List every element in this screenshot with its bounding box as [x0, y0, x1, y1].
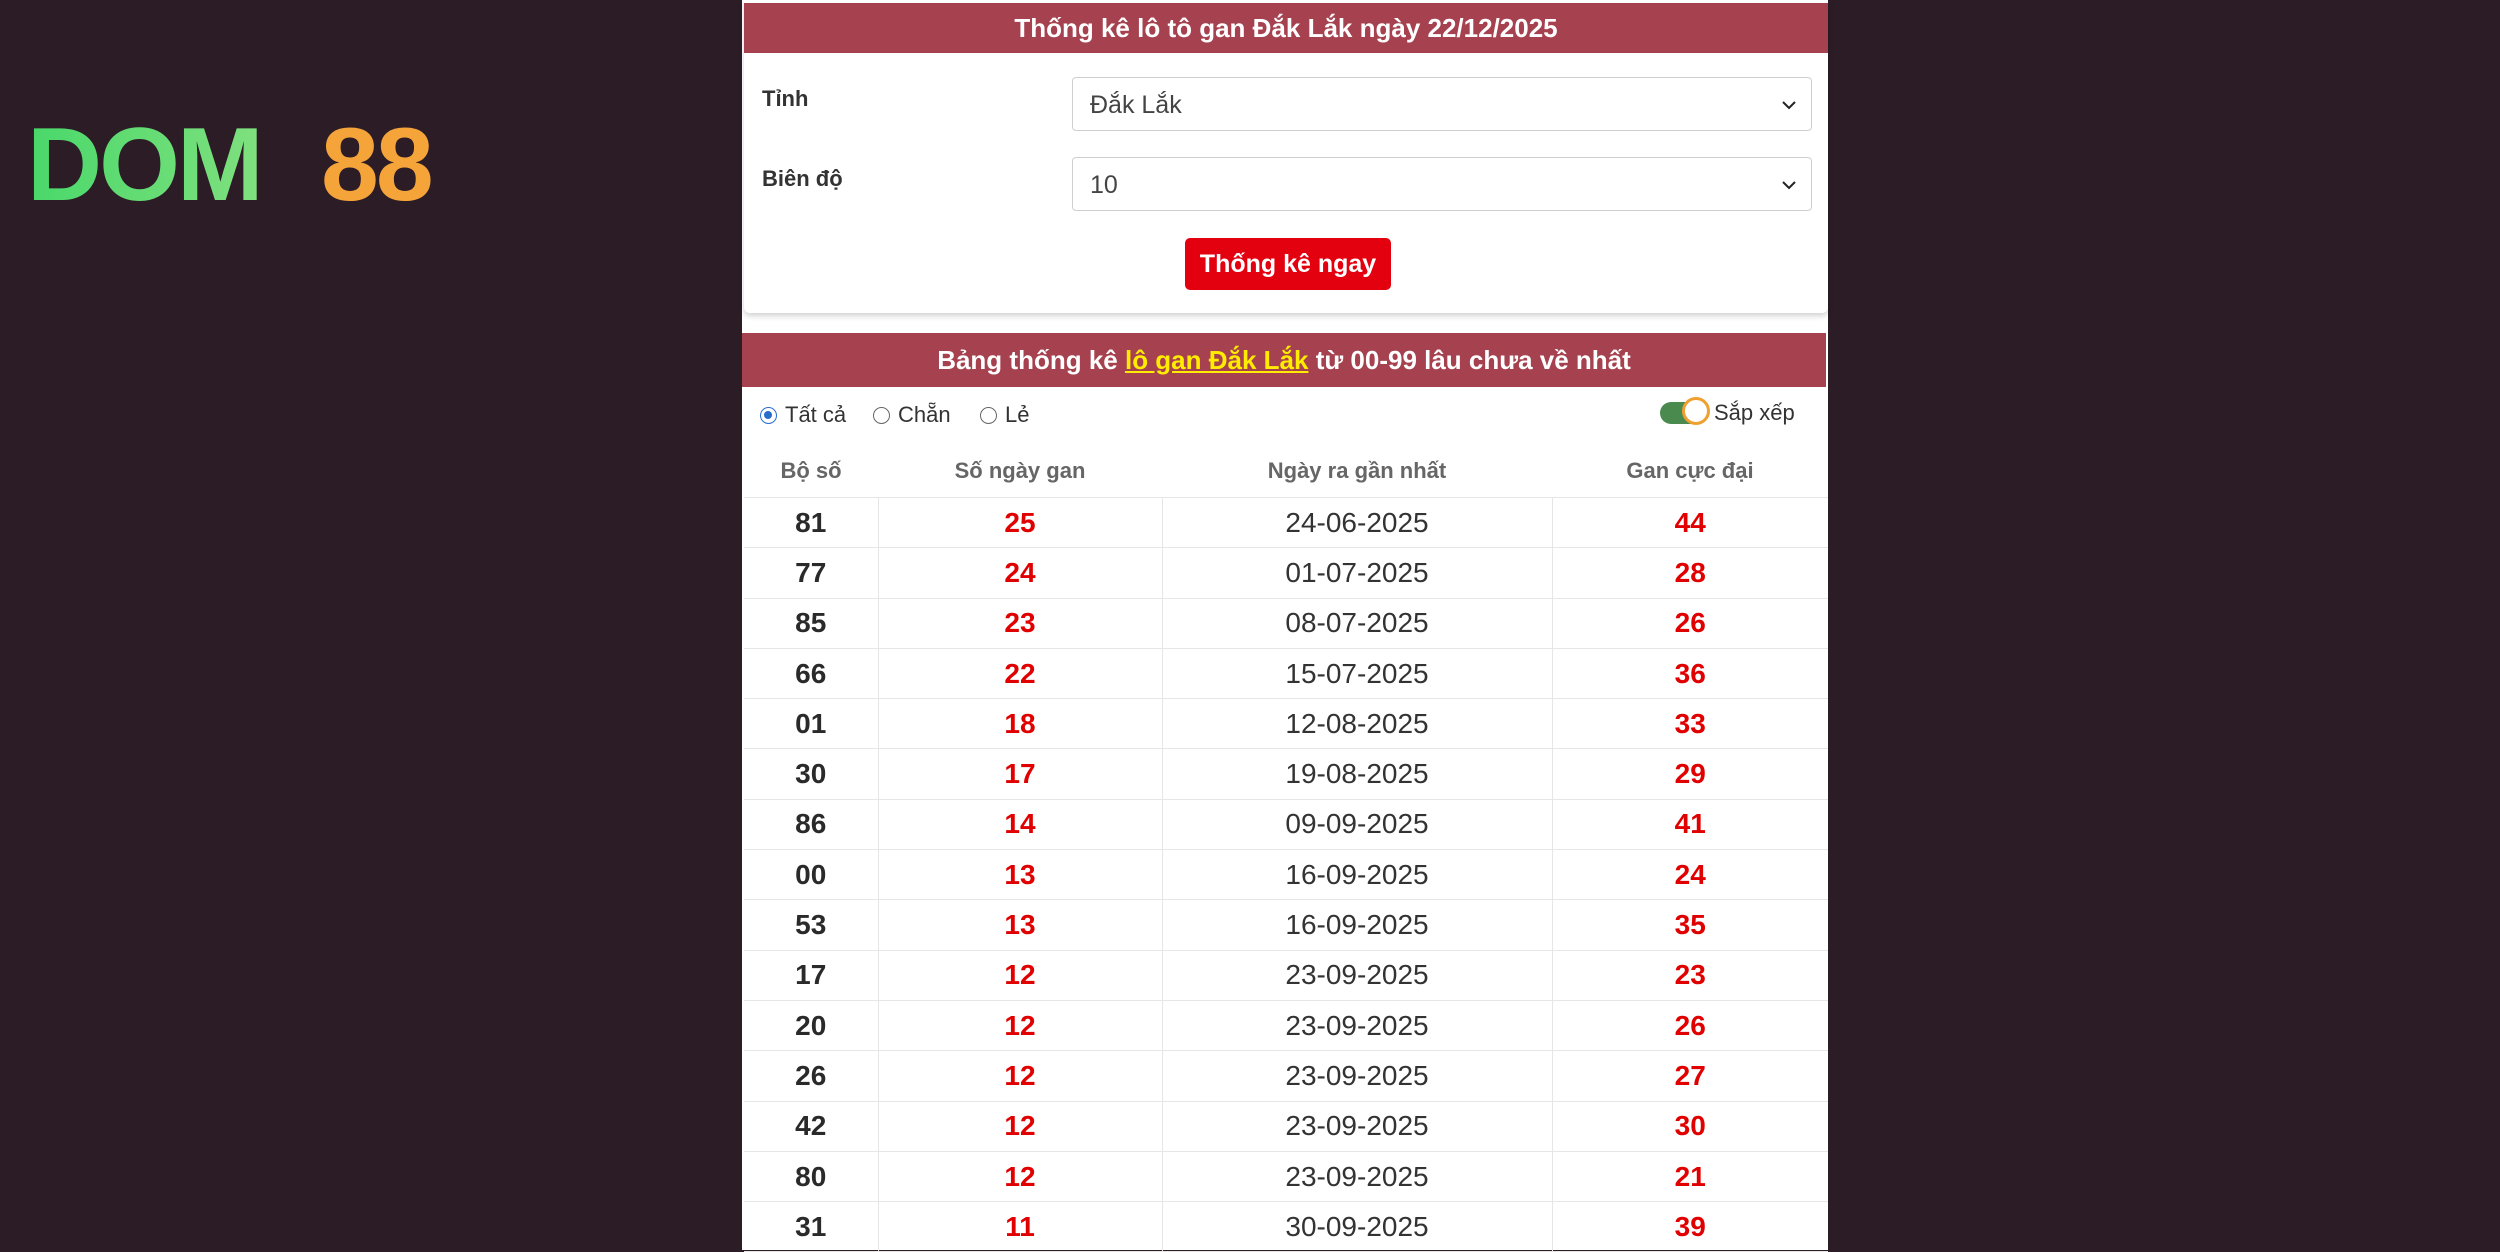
form-title: Thống kê lô tô gan Đắk Lắk ngày 22/12/2025 [744, 3, 1828, 53]
filter-all-label: Tất cả [785, 402, 847, 427]
last-date-cell: 16-09-2025 [1162, 850, 1552, 900]
radio-unchecked-icon [980, 407, 997, 424]
sort-toggle[interactable] [1660, 400, 1795, 426]
last-date-cell: 08-07-2025 [1162, 598, 1552, 648]
number-cell: 53 [744, 900, 878, 950]
gan-days-cell: 13 [878, 900, 1162, 950]
filter-bar [742, 390, 1828, 440]
last-date-cell: 30-09-2025 [1162, 1202, 1552, 1252]
table-row [744, 1051, 1828, 1101]
max-gan-cell: 36 [1552, 648, 1828, 698]
table-row [744, 548, 1828, 598]
number-cell: 42 [744, 1101, 878, 1151]
table-row [744, 749, 1828, 799]
chevron-down-icon [1781, 178, 1797, 192]
gan-days-cell: 14 [878, 799, 1162, 849]
table-row [744, 1202, 1828, 1252]
number-cell: 00 [744, 850, 878, 900]
toggle-switch-icon [1660, 402, 1706, 424]
number-cell: 81 [744, 498, 878, 548]
table-title-link[interactable]: lô gan Đắk Lắk [1124, 345, 1309, 375]
filter-odd-radio[interactable] [980, 402, 1029, 428]
max-gan-cell: 28 [1552, 548, 1828, 598]
max-gan-cell: 23 [1552, 950, 1828, 1000]
max-gan-cell: 35 [1552, 900, 1828, 950]
max-gan-cell: 44 [1552, 498, 1828, 548]
gan-days-cell: 24 [878, 548, 1162, 598]
last-date-cell: 23-09-2025 [1162, 1151, 1552, 1201]
max-gan-cell: 41 [1552, 799, 1828, 849]
number-cell: 17 [744, 950, 878, 1000]
province-select[interactable] [1072, 77, 1812, 131]
radio-unchecked-icon [873, 407, 890, 424]
last-date-cell: 09-09-2025 [1162, 799, 1552, 849]
chevron-down-icon [1781, 98, 1797, 112]
number-cell: 77 [744, 548, 878, 598]
table-title-suffix: từ 00-99 lâu chưa về nhất [1308, 345, 1631, 375]
last-date-cell: 24-06-2025 [1162, 498, 1552, 548]
stats-table [744, 445, 1828, 1252]
last-date-cell: 19-08-2025 [1162, 749, 1552, 799]
gan-days-cell: 18 [878, 699, 1162, 749]
max-gan-cell: 30 [1552, 1101, 1828, 1151]
province-value: Đắk Lắk [1090, 91, 1182, 119]
gan-days-cell: 12 [878, 1101, 1162, 1151]
table-title-prefix: Bảng thống kê [937, 345, 1125, 375]
table-row [744, 1151, 1828, 1201]
number-cell: 20 [744, 1000, 878, 1050]
gan-days-cell: 17 [878, 749, 1162, 799]
column-header: Bộ số [744, 445, 878, 498]
table-row [744, 1101, 1828, 1151]
dom88-logo [27, 120, 457, 210]
gan-days-cell: 13 [878, 850, 1162, 900]
table-row [744, 850, 1828, 900]
table-row [744, 498, 1828, 548]
max-gan-cell: 24 [1552, 850, 1828, 900]
max-gan-cell: 39 [1552, 1202, 1828, 1252]
gan-days-cell: 12 [878, 950, 1162, 1000]
logo-text-dom: DOM [27, 120, 261, 210]
number-cell: 26 [744, 1051, 878, 1101]
table-row [744, 950, 1828, 1000]
content-panel [742, 0, 1828, 1250]
number-cell: 66 [744, 648, 878, 698]
last-date-cell: 23-09-2025 [1162, 1051, 1552, 1101]
last-date-cell: 15-07-2025 [1162, 648, 1552, 698]
table-header-row [744, 445, 1828, 498]
filter-all-radio[interactable] [760, 402, 846, 428]
gan-days-cell: 11 [878, 1202, 1162, 1252]
number-cell: 30 [744, 749, 878, 799]
radio-checked-icon [760, 407, 777, 424]
max-gan-cell: 27 [1552, 1051, 1828, 1101]
sort-label: Sắp xếp [1714, 400, 1795, 425]
max-gan-cell: 33 [1552, 699, 1828, 749]
submit-button[interactable]: Thống kê ngay [1185, 238, 1391, 290]
number-cell: 80 [744, 1151, 878, 1201]
filter-even-label: Chẵn [898, 402, 951, 427]
gan-days-cell: 23 [878, 598, 1162, 648]
table-row [744, 699, 1828, 749]
province-label: Tỉnh [762, 86, 809, 111]
column-header: Ngày ra gần nhất [1162, 445, 1552, 498]
gan-days-cell: 25 [878, 498, 1162, 548]
table-row [744, 900, 1828, 950]
number-cell: 01 [744, 699, 878, 749]
filter-odd-label: Lẻ [1005, 402, 1030, 427]
last-date-cell: 01-07-2025 [1162, 548, 1552, 598]
table-row [744, 648, 1828, 698]
range-select[interactable] [1072, 157, 1812, 211]
number-cell: 85 [744, 598, 878, 648]
max-gan-cell: 26 [1552, 598, 1828, 648]
logo-text-88: 88 [321, 120, 431, 210]
table-row [744, 799, 1828, 849]
last-date-cell: 16-09-2025 [1162, 900, 1552, 950]
last-date-cell: 12-08-2025 [1162, 699, 1552, 749]
last-date-cell: 23-09-2025 [1162, 950, 1552, 1000]
gan-days-cell: 12 [878, 1000, 1162, 1050]
table-row [744, 1000, 1828, 1050]
filter-form [744, 0, 1828, 313]
last-date-cell: 23-09-2025 [1162, 1000, 1552, 1050]
number-cell: 31 [744, 1202, 878, 1252]
column-header: Gan cực đại [1552, 445, 1828, 498]
table-row [744, 598, 1828, 648]
gan-days-cell: 12 [878, 1151, 1162, 1201]
last-date-cell: 23-09-2025 [1162, 1101, 1552, 1151]
max-gan-cell: 21 [1552, 1151, 1828, 1201]
max-gan-cell: 26 [1552, 1000, 1828, 1050]
table-title [742, 333, 1826, 387]
gan-days-cell: 22 [878, 648, 1162, 698]
range-value: 10 [1090, 171, 1118, 199]
max-gan-cell: 29 [1552, 749, 1828, 799]
gan-days-cell: 12 [878, 1051, 1162, 1101]
filter-even-radio[interactable] [873, 402, 951, 428]
range-label: Biên độ [762, 166, 843, 191]
column-header: Số ngày gan [878, 445, 1162, 498]
number-cell: 86 [744, 799, 878, 849]
